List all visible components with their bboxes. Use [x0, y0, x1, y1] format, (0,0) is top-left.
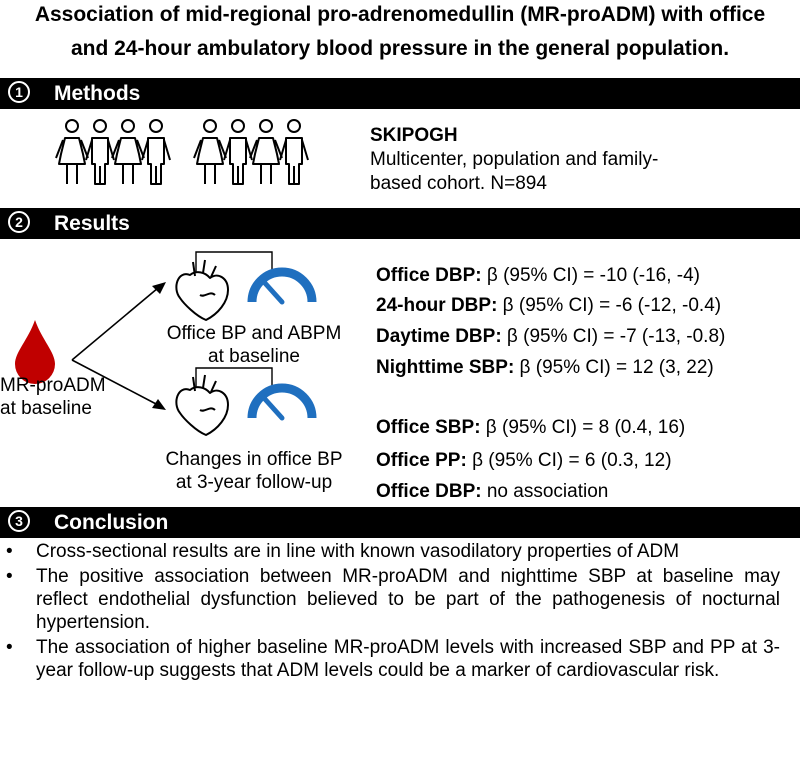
section-title: Methods — [54, 82, 141, 105]
person-icon — [250, 138, 282, 184]
finding-value: β (95% CI) = 8 (0.4, 16) — [480, 417, 686, 438]
finding-label: Office PP: — [376, 450, 467, 471]
connector-line — [196, 368, 272, 388]
person-head-icon — [232, 120, 244, 132]
person-icon — [86, 138, 114, 184]
finding-row — [376, 325, 725, 349]
bullet: • — [6, 541, 13, 562]
person-icon — [56, 138, 88, 184]
section-bar-results — [0, 208, 800, 239]
finding-label: Office DBP: — [376, 265, 482, 286]
person-icon — [112, 138, 144, 184]
exposure-label-line-1: MR-proADM — [0, 375, 106, 396]
exposure-label-line-2: at baseline — [0, 398, 92, 419]
finding-value: no association — [481, 481, 609, 502]
bullet: • — [6, 637, 13, 658]
list-item — [0, 540, 780, 563]
bullet: • — [6, 566, 13, 587]
heart-icon — [176, 375, 228, 435]
person-head-icon — [150, 120, 162, 132]
finding-row — [376, 480, 608, 504]
finding-value: β (95% CI) = 6 (0.3, 12) — [466, 450, 672, 471]
person-head-icon — [94, 120, 106, 132]
person-head-icon — [122, 120, 134, 132]
person-head-icon — [288, 120, 300, 132]
section-title: Conclusion — [54, 511, 169, 534]
cohort-description-line-2: based cohort. N=894 — [370, 173, 547, 194]
baseline-caption-line-2: at baseline — [208, 346, 300, 367]
cohort-name: SKIPOGH — [370, 125, 458, 146]
heart-icon — [176, 260, 228, 320]
finding-label: 24-hour DBP: — [376, 295, 498, 316]
finding-value: β (95% CI) = 12 (3, 22) — [514, 357, 714, 378]
finding-value: β (95% CI) = -10 (-16, -4) — [481, 265, 700, 286]
list-item — [0, 565, 780, 634]
finding-value: β (95% CI) = -7 (-13, -0.8) — [501, 326, 726, 347]
baseline-caption-line-1: Office BP and ABPM — [166, 323, 342, 344]
section-number: 1 — [8, 81, 30, 103]
section-number: 3 — [8, 510, 30, 532]
person-icon — [142, 138, 170, 184]
section-bar-conclusion — [0, 507, 800, 538]
list-item — [0, 636, 780, 682]
section-title: Results — [54, 212, 130, 235]
arrowhead-icon — [152, 399, 166, 410]
section-bar-methods — [0, 78, 800, 109]
finding-row — [376, 449, 672, 473]
person-icon — [194, 138, 226, 184]
conclusion-text: The positive association between MR-proADM and nighttime SBP at baseline may reflect endothelial dysfunction believed to be part of the pathogenesis of nocturnal hypertension. — [36, 566, 780, 633]
finding-row — [376, 356, 714, 380]
finding-row — [376, 416, 685, 440]
finding-row — [376, 294, 721, 318]
person-icon — [280, 138, 308, 184]
person-head-icon — [204, 120, 216, 132]
finding-label: Nighttime SBP: — [376, 357, 515, 378]
gauge-icon — [252, 388, 312, 418]
person-head-icon — [66, 120, 78, 132]
finding-row — [376, 264, 700, 288]
connector-line — [196, 252, 272, 272]
section-number: 2 — [8, 211, 30, 233]
finding-label: Office SBP: — [376, 417, 481, 438]
finding-label: Office DBP: — [376, 481, 482, 502]
conclusion-list — [0, 540, 780, 684]
followup-caption-line-2: at 3-year follow-up — [175, 472, 333, 493]
conclusion-text: The association of higher baseline MR-proADM levels with increased SBP and PP at 3-year follow-up suggests that ADM levels could be a marker of cardiovascular risk. — [36, 637, 780, 681]
cohort-description-line-1: Multicenter, population and family- — [370, 149, 659, 170]
person-icon — [224, 138, 252, 184]
title-line-1: Association of mid-regional pro-adrenomedullin (MR-proADM) with office — [34, 3, 766, 26]
title-line-2: and 24-hour ambulatory blood pressure in the general population. — [70, 37, 730, 60]
finding-value: β (95% CI) = -6 (-12, -0.4) — [497, 295, 722, 316]
finding-label: Daytime DBP: — [376, 326, 502, 347]
gauge-icon — [252, 272, 312, 302]
people-group-icon — [60, 118, 320, 198]
conclusion-text: Cross-sectional results are in line with known vasodilatory properties of ADM — [36, 541, 680, 562]
person-head-icon — [260, 120, 272, 132]
followup-caption-line-1: Changes in office BP — [165, 449, 343, 470]
